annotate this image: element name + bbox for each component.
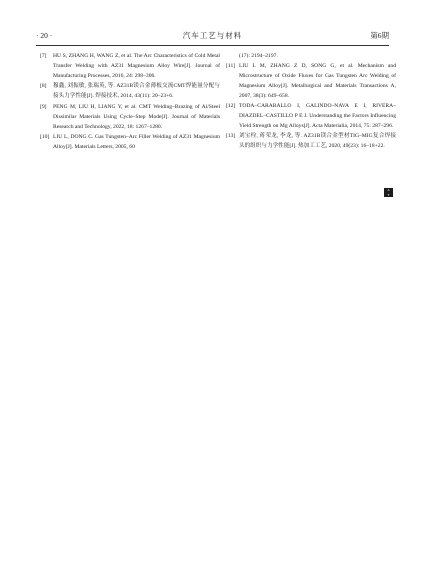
reference-item <box>226 62 396 102</box>
reference-continuation: (17): 2194–2197. <box>239 53 278 59</box>
reference-item <box>40 52 220 82</box>
reference-number: [13] <box>226 133 236 140</box>
page-number: · 20 · <box>36 31 53 40</box>
reference-number: [10] <box>40 134 50 141</box>
reference-item <box>40 133 220 153</box>
header-rule <box>36 45 389 46</box>
reference-text: 穆鑫, 刘振敏, 张瑞英, 等. AZ31B镁合金薄板交流CMT焊能量分配与接头力学性能[J]. 焊接技术, 2014, 43(11): 20–23+6. <box>53 83 220 100</box>
page-header <box>36 30 389 42</box>
reference-number: [12] <box>226 103 236 110</box>
reference-text: LIU L M, ZHANG Z D, SONG G, et al. Mechanism and Microstructure of Oxide Fluxes for Gas Tungsten Arc Welding of Magnesium Alloy[J]. Metallurgical and Materials Transactions A, 2007, 38(3): 649–658. <box>239 62 396 99</box>
reference-number: [7] <box>40 53 47 59</box>
reference-number: [9] <box>40 103 47 110</box>
issue-number: 第6期 <box>370 31 389 40</box>
reference-text: HU S, ZHANG H, WANG Z, et al. The Arc Characteristics of Cold Metal Transfer Welding with AZ31 Magnesium Alloy Wire[J]. Journal of Manufacturing Processes, 2016, 24: 298–306. <box>53 53 220 79</box>
end-mark-logo: A T <box>384 188 393 197</box>
references-right-column <box>226 52 396 153</box>
reference-item <box>40 103 220 133</box>
reference-text: TODA–CARABALLO I, GALINDO–NAVA E I, RIVERA–DIAZDEL–CASTILLO P E J. Understanding the Factors Influencing Yield Strength on Mg Alloys[J]. Acta Materialia, 2014, 75: 287–296. <box>239 103 396 129</box>
reference-text: PENG M, LIU H, LIANG Y, et al. CMT Welding–Brazing of Al/Steel Dissimilar Materials Using Cycle–Step Mode[J]. Journal of Materials Research and Technology, 2022, 18: 1267–1280. <box>53 103 220 130</box>
references-left-column <box>40 52 220 153</box>
journal-title: 汽车工艺与材料 <box>182 31 243 40</box>
reference-text: LIU L, DONG C. Gas Tungsten–Arc Filler Welding of AZ31 Magnesium Alloy[J]. Materials Letters, 2005, 60 <box>53 134 220 150</box>
reference-number: [11] <box>226 62 236 69</box>
reference-number: [8] <box>40 83 47 90</box>
reference-text: 刘宝栓, 蒋荣龙, 李龙, 等. AZ31B镁合金型材TIG–MIG复合焊接头的组织与力学性能[J]. 热加工工艺, 2020, 49(23): 16–18+22. <box>239 133 396 150</box>
reference-item <box>226 102 396 132</box>
reference-item <box>40 82 220 102</box>
reference-item <box>226 132 396 152</box>
